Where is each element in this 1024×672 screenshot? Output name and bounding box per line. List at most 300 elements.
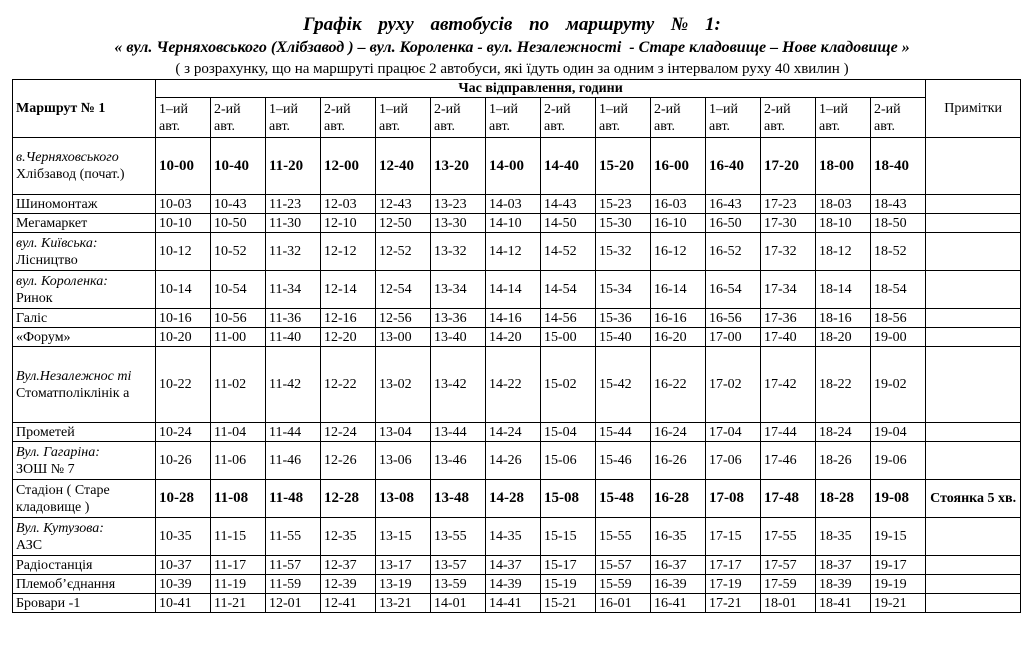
departure-time: 11-02 (211, 347, 266, 423)
bus-header (376, 98, 431, 138)
departure-time: 17-15 (706, 518, 761, 556)
departure-time: 17-48 (761, 480, 816, 518)
departure-time: 11-00 (211, 328, 266, 347)
stop-name-cell (13, 309, 156, 328)
departure-time: 15-04 (541, 423, 596, 442)
departure-time: 18-14 (816, 271, 871, 309)
stop-name-cell (13, 518, 156, 556)
bus-abbr: авт. (709, 118, 731, 134)
stop-name-cell (13, 442, 156, 480)
departure-time: 17-02 (706, 347, 761, 423)
departure-time: 11-46 (266, 442, 321, 480)
departure-time: 17-08 (706, 480, 761, 518)
bus-number: 1–ий (379, 101, 408, 117)
departure-time: 16-26 (651, 442, 706, 480)
stop-name-cell (13, 195, 156, 214)
departure-time: 15-48 (596, 480, 651, 518)
departure-time: 14-14 (486, 271, 541, 309)
departure-time: 11-55 (266, 518, 321, 556)
departure-time: 16-22 (651, 347, 706, 423)
departure-time: 13-20 (431, 138, 486, 195)
departure-time: 13-44 (431, 423, 486, 442)
bus-abbr: авт. (379, 118, 401, 134)
departure-time: 18-41 (816, 594, 871, 613)
remark-cell (926, 556, 1021, 575)
departure-time: 14-40 (541, 138, 596, 195)
departure-time: 16-00 (651, 138, 706, 195)
bus-number: 2-ий (324, 101, 351, 117)
departure-time: 18-40 (871, 138, 926, 195)
departure-time: 13-19 (376, 575, 431, 594)
stop-row (13, 347, 1021, 423)
departure-time: 10-35 (156, 518, 211, 556)
departure-time: 18-03 (816, 195, 871, 214)
departure-time: 14-20 (486, 328, 541, 347)
departure-time: 13-36 (431, 309, 486, 328)
remark-cell (926, 195, 1021, 214)
departure-time: 11-36 (266, 309, 321, 328)
departure-time: 12-40 (376, 138, 431, 195)
departure-time: 15-30 (596, 214, 651, 233)
departure-time: 15-36 (596, 309, 651, 328)
stop-name-cell (13, 271, 156, 309)
departure-time: 18-10 (816, 214, 871, 233)
time-header: Час відправлення, години (156, 80, 926, 98)
remark-cell (926, 138, 1021, 195)
departure-time: 11-57 (266, 556, 321, 575)
departure-time: 12-39 (321, 575, 376, 594)
departure-time: 10-12 (156, 233, 211, 271)
remark-cell: Стоянка 5 хв. (926, 480, 1021, 518)
bus-header (486, 98, 541, 138)
departure-time: 11-48 (266, 480, 321, 518)
departure-time: 16-54 (706, 271, 761, 309)
departure-time: 15-19 (541, 575, 596, 594)
departure-time: 10-40 (211, 138, 266, 195)
stop-row (13, 423, 1021, 442)
bus-abbr: авт. (489, 118, 511, 134)
remark-cell (926, 423, 1021, 442)
bus-header (706, 98, 761, 138)
departure-time: 10-22 (156, 347, 211, 423)
bus-abbr: авт. (159, 118, 181, 134)
schedule-note: ( з розрахунку, що на маршруті працює 2 автобуси, які їдуть один за одним з інтервалом руху 40 хвилин ) (175, 61, 849, 77)
stop-name: Лісництво (16, 252, 78, 268)
bus-number: 2-ий (544, 101, 571, 117)
bus-number: 2-ий (214, 101, 241, 117)
departure-time: 14-26 (486, 442, 541, 480)
stop-row (13, 442, 1021, 480)
departure-time: 17-23 (761, 195, 816, 214)
departure-time: 13-06 (376, 442, 431, 480)
departure-time: 13-34 (431, 271, 486, 309)
departure-time: 16-24 (651, 423, 706, 442)
departure-time: 15-59 (596, 575, 651, 594)
stop-row (13, 233, 1021, 271)
departure-time: 14-52 (541, 233, 596, 271)
departure-time: 16-52 (706, 233, 761, 271)
departure-time: 16-43 (706, 195, 761, 214)
departure-time: 14-37 (486, 556, 541, 575)
departure-time: 15-55 (596, 518, 651, 556)
departure-time: 13-02 (376, 347, 431, 423)
departure-time: 17-21 (706, 594, 761, 613)
departure-time: 11-04 (211, 423, 266, 442)
departure-time: 10-43 (211, 195, 266, 214)
remark-cell (926, 233, 1021, 271)
departure-time: 10-37 (156, 556, 211, 575)
departure-time: 15-00 (541, 328, 596, 347)
bus-abbr: авт. (324, 118, 346, 134)
departure-time: 11-34 (266, 271, 321, 309)
stop-name: Хлібзавод (почат.) (16, 167, 125, 182)
bus-number: 1–ий (489, 101, 518, 117)
stop-name: Шиномонтаж (16, 196, 98, 212)
departure-time: 13-00 (376, 328, 431, 347)
bus-abbr: авт. (819, 118, 841, 134)
departure-time: 18-43 (871, 195, 926, 214)
street-name: Вул. Гагаріна: (16, 444, 100, 460)
departure-time: 15-44 (596, 423, 651, 442)
departure-time: 10-24 (156, 423, 211, 442)
departure-time: 10-26 (156, 442, 211, 480)
departure-time: 13-08 (376, 480, 431, 518)
departure-time: 12-43 (376, 195, 431, 214)
departure-time: 13-23 (431, 195, 486, 214)
departure-time: 18-16 (816, 309, 871, 328)
departure-time: 15-17 (541, 556, 596, 575)
departure-time: 10-14 (156, 271, 211, 309)
departure-time: 11-19 (211, 575, 266, 594)
bus-header (871, 98, 926, 138)
departure-time: 11-21 (211, 594, 266, 613)
departure-time: 17-40 (761, 328, 816, 347)
bus-number: 1–ий (819, 101, 848, 117)
street-name: Вул. Кутузова: (16, 520, 104, 536)
bus-number: 1–ий (269, 101, 298, 117)
departure-time: 17-19 (706, 575, 761, 594)
departure-time: 16-10 (651, 214, 706, 233)
departure-time: 16-12 (651, 233, 706, 271)
departure-time: 15-06 (541, 442, 596, 480)
stop-name-cell (13, 347, 156, 423)
schedule-table (12, 79, 1021, 613)
departure-time: 18-12 (816, 233, 871, 271)
bus-header (321, 98, 376, 138)
stop-name: Прометей (16, 424, 75, 440)
stop-name: Племоб’єднання (16, 576, 116, 592)
departure-time: 13-59 (431, 575, 486, 594)
street-name: вул. Київська: (16, 235, 98, 251)
remark-cell (926, 594, 1021, 613)
departure-time: 19-02 (871, 347, 926, 423)
departure-time: 19-19 (871, 575, 926, 594)
bus-abbr: авт. (434, 118, 456, 134)
stop-name: Мегамаркет (16, 215, 88, 231)
departure-time: 12-56 (376, 309, 431, 328)
bus-header (596, 98, 651, 138)
departure-time: 19-08 (871, 480, 926, 518)
street-name: вул. Короленка: (16, 273, 108, 289)
departure-time: 10-16 (156, 309, 211, 328)
departure-time: 18-54 (871, 271, 926, 309)
departure-time: 13-30 (431, 214, 486, 233)
stop-row (13, 214, 1021, 233)
departure-time: 13-48 (431, 480, 486, 518)
departure-time: 19-04 (871, 423, 926, 442)
remark-cell (926, 518, 1021, 556)
departure-time: 15-34 (596, 271, 651, 309)
departure-time: 16-35 (651, 518, 706, 556)
stop-name: ЗОШ № 7 (16, 461, 75, 477)
departure-time: 15-20 (596, 138, 651, 195)
departure-time: 15-46 (596, 442, 651, 480)
departure-time: 12-00 (321, 138, 376, 195)
departure-time: 10-56 (211, 309, 266, 328)
departure-time: 18-28 (816, 480, 871, 518)
stop-name-cell (13, 594, 156, 613)
stop-row (13, 480, 1021, 518)
bus-header (266, 98, 321, 138)
remark-cell (926, 309, 1021, 328)
departure-time: 18-37 (816, 556, 871, 575)
departure-time: 16-50 (706, 214, 761, 233)
bus-header (211, 98, 266, 138)
stop-name: Стоматполіклінік а (16, 385, 130, 401)
departure-time: 11-40 (266, 328, 321, 347)
departure-time: 17-20 (761, 138, 816, 195)
departure-time: 17-00 (706, 328, 761, 347)
departure-time: 14-41 (486, 594, 541, 613)
departure-time: 10-54 (211, 271, 266, 309)
departure-time: 18-01 (761, 594, 816, 613)
departure-time: 14-54 (541, 271, 596, 309)
departure-time: 17-46 (761, 442, 816, 480)
stop-name: АЗС (16, 537, 43, 553)
departure-time: 16-20 (651, 328, 706, 347)
stop-row (13, 556, 1021, 575)
stop-name-cell (13, 138, 156, 195)
departure-time: 17-06 (706, 442, 761, 480)
bus-number: 1–ий (709, 101, 738, 117)
departure-time: 13-17 (376, 556, 431, 575)
departure-time: 17-36 (761, 309, 816, 328)
departure-time: 16-56 (706, 309, 761, 328)
departure-time: 18-22 (816, 347, 871, 423)
departure-time: 19-17 (871, 556, 926, 575)
departure-time: 17-55 (761, 518, 816, 556)
departure-time: 15-21 (541, 594, 596, 613)
departure-time: 15-32 (596, 233, 651, 271)
bus-abbr: авт. (214, 118, 236, 134)
departure-time: 13-21 (376, 594, 431, 613)
remark-cell (926, 328, 1021, 347)
bus-number: 2-ий (764, 101, 791, 117)
departure-time: 12-01 (266, 594, 321, 613)
departure-time: 17-42 (761, 347, 816, 423)
bus-header (651, 98, 706, 138)
departure-time: 12-37 (321, 556, 376, 575)
departure-time: 17-59 (761, 575, 816, 594)
departure-time: 16-14 (651, 271, 706, 309)
departure-time: 14-03 (486, 195, 541, 214)
stop-row (13, 195, 1021, 214)
departure-time: 16-41 (651, 594, 706, 613)
departure-time: 15-57 (596, 556, 651, 575)
departure-time: 12-54 (376, 271, 431, 309)
departure-time: 18-35 (816, 518, 871, 556)
departure-time: 12-22 (321, 347, 376, 423)
stop-row (13, 594, 1021, 613)
bus-abbr: авт. (599, 118, 621, 134)
departure-time: 15-15 (541, 518, 596, 556)
departure-time: 16-39 (651, 575, 706, 594)
notes-header: Примітки (926, 80, 1021, 138)
bus-abbr: авт. (764, 118, 786, 134)
departure-time: 16-16 (651, 309, 706, 328)
stop-name-cell (13, 233, 156, 271)
bus-number: 2-ий (654, 101, 681, 117)
departure-time: 19-15 (871, 518, 926, 556)
departure-time: 13-15 (376, 518, 431, 556)
departure-time: 13-55 (431, 518, 486, 556)
bus-header (156, 98, 211, 138)
departure-time: 10-50 (211, 214, 266, 233)
departure-time: 14-22 (486, 347, 541, 423)
stop-name-cell (13, 556, 156, 575)
bus-abbr: авт. (544, 118, 566, 134)
departure-time: 13-04 (376, 423, 431, 442)
departure-time: 12-14 (321, 271, 376, 309)
departure-time: 13-42 (431, 347, 486, 423)
bus-number: 1–ий (159, 101, 188, 117)
departure-time: 18-56 (871, 309, 926, 328)
departure-time: 10-52 (211, 233, 266, 271)
route-description: « вул. Черняховського (Хлібзавод ) – вул. Короленка - вул. Незалежності - Старе кладовище – Нове кладовище » (114, 39, 910, 56)
departure-time: 12-28 (321, 480, 376, 518)
departure-time: 16-40 (706, 138, 761, 195)
bus-abbr: авт. (654, 118, 676, 134)
departure-time: 17-32 (761, 233, 816, 271)
departure-time: 18-26 (816, 442, 871, 480)
bus-number: 2-ий (874, 101, 901, 117)
departure-time: 12-20 (321, 328, 376, 347)
departure-time: 14-10 (486, 214, 541, 233)
departure-time: 11-30 (266, 214, 321, 233)
departure-time: 18-50 (871, 214, 926, 233)
stop-row (13, 138, 1021, 195)
bus-header (761, 98, 816, 138)
departure-time: 11-06 (211, 442, 266, 480)
departure-time: 11-23 (266, 195, 321, 214)
departure-time: 10-28 (156, 480, 211, 518)
departure-time: 11-42 (266, 347, 321, 423)
departure-time: 14-28 (486, 480, 541, 518)
departure-time: 19-21 (871, 594, 926, 613)
departure-time: 15-40 (596, 328, 651, 347)
stop-name-cell (13, 575, 156, 594)
departure-time: 17-34 (761, 271, 816, 309)
departure-time: 16-03 (651, 195, 706, 214)
departure-time: 15-02 (541, 347, 596, 423)
remark-cell (926, 442, 1021, 480)
departure-time: 14-50 (541, 214, 596, 233)
departure-time: 10-39 (156, 575, 211, 594)
departure-time: 12-24 (321, 423, 376, 442)
departure-time: 14-16 (486, 309, 541, 328)
departure-time: 14-43 (541, 195, 596, 214)
street-name: Вул.Незалежнос ті (16, 368, 132, 384)
stop-name: Бровари -1 (16, 595, 81, 611)
departure-time: 15-08 (541, 480, 596, 518)
departure-time: 12-12 (321, 233, 376, 271)
bus-abbr: авт. (269, 118, 291, 134)
departure-time: 17-17 (706, 556, 761, 575)
stop-row (13, 271, 1021, 309)
departure-time: 12-41 (321, 594, 376, 613)
remark-cell (926, 271, 1021, 309)
departure-time: 14-01 (431, 594, 486, 613)
departure-time: 10-10 (156, 214, 211, 233)
departure-time: 15-23 (596, 195, 651, 214)
departure-time: 11-08 (211, 480, 266, 518)
route-header: Маршрут № 1 (13, 80, 156, 138)
stop-name: Стадіон ( Старе кладовище ) (16, 482, 110, 515)
departure-time: 11-17 (211, 556, 266, 575)
departure-time: 10-20 (156, 328, 211, 347)
departure-time: 11-20 (266, 138, 321, 195)
departure-time: 13-32 (431, 233, 486, 271)
departure-time: 16-28 (651, 480, 706, 518)
departure-time: 14-35 (486, 518, 541, 556)
departure-time: 12-03 (321, 195, 376, 214)
departure-time: 13-57 (431, 556, 486, 575)
departure-time: 10-00 (156, 138, 211, 195)
departure-time: 11-44 (266, 423, 321, 442)
remark-cell (926, 214, 1021, 233)
departure-time: 18-52 (871, 233, 926, 271)
departure-time: 10-41 (156, 594, 211, 613)
departure-time: 16-37 (651, 556, 706, 575)
stop-name-cell (13, 214, 156, 233)
stop-row (13, 575, 1021, 594)
stop-name-cell (13, 423, 156, 442)
departure-time: 17-04 (706, 423, 761, 442)
departure-time: 11-32 (266, 233, 321, 271)
departure-time: 11-59 (266, 575, 321, 594)
stop-row (13, 518, 1021, 556)
departure-time: 18-20 (816, 328, 871, 347)
departure-time: 18-00 (816, 138, 871, 195)
bus-abbr: авт. (874, 118, 896, 134)
bus-number: 2-ий (434, 101, 461, 117)
departure-time: 12-16 (321, 309, 376, 328)
departure-time: 19-00 (871, 328, 926, 347)
bus-header (541, 98, 596, 138)
departure-time: 13-46 (431, 442, 486, 480)
departure-time: 11-15 (211, 518, 266, 556)
departure-time: 16-01 (596, 594, 651, 613)
departure-time: 14-12 (486, 233, 541, 271)
departure-time: 12-35 (321, 518, 376, 556)
departure-time: 12-10 (321, 214, 376, 233)
departure-time: 14-56 (541, 309, 596, 328)
departure-time: 12-52 (376, 233, 431, 271)
departure-time: 15-42 (596, 347, 651, 423)
departure-time: 14-39 (486, 575, 541, 594)
departure-time: 13-40 (431, 328, 486, 347)
page-title: Графік руху автобусів по маршруту № 1: (303, 14, 721, 35)
